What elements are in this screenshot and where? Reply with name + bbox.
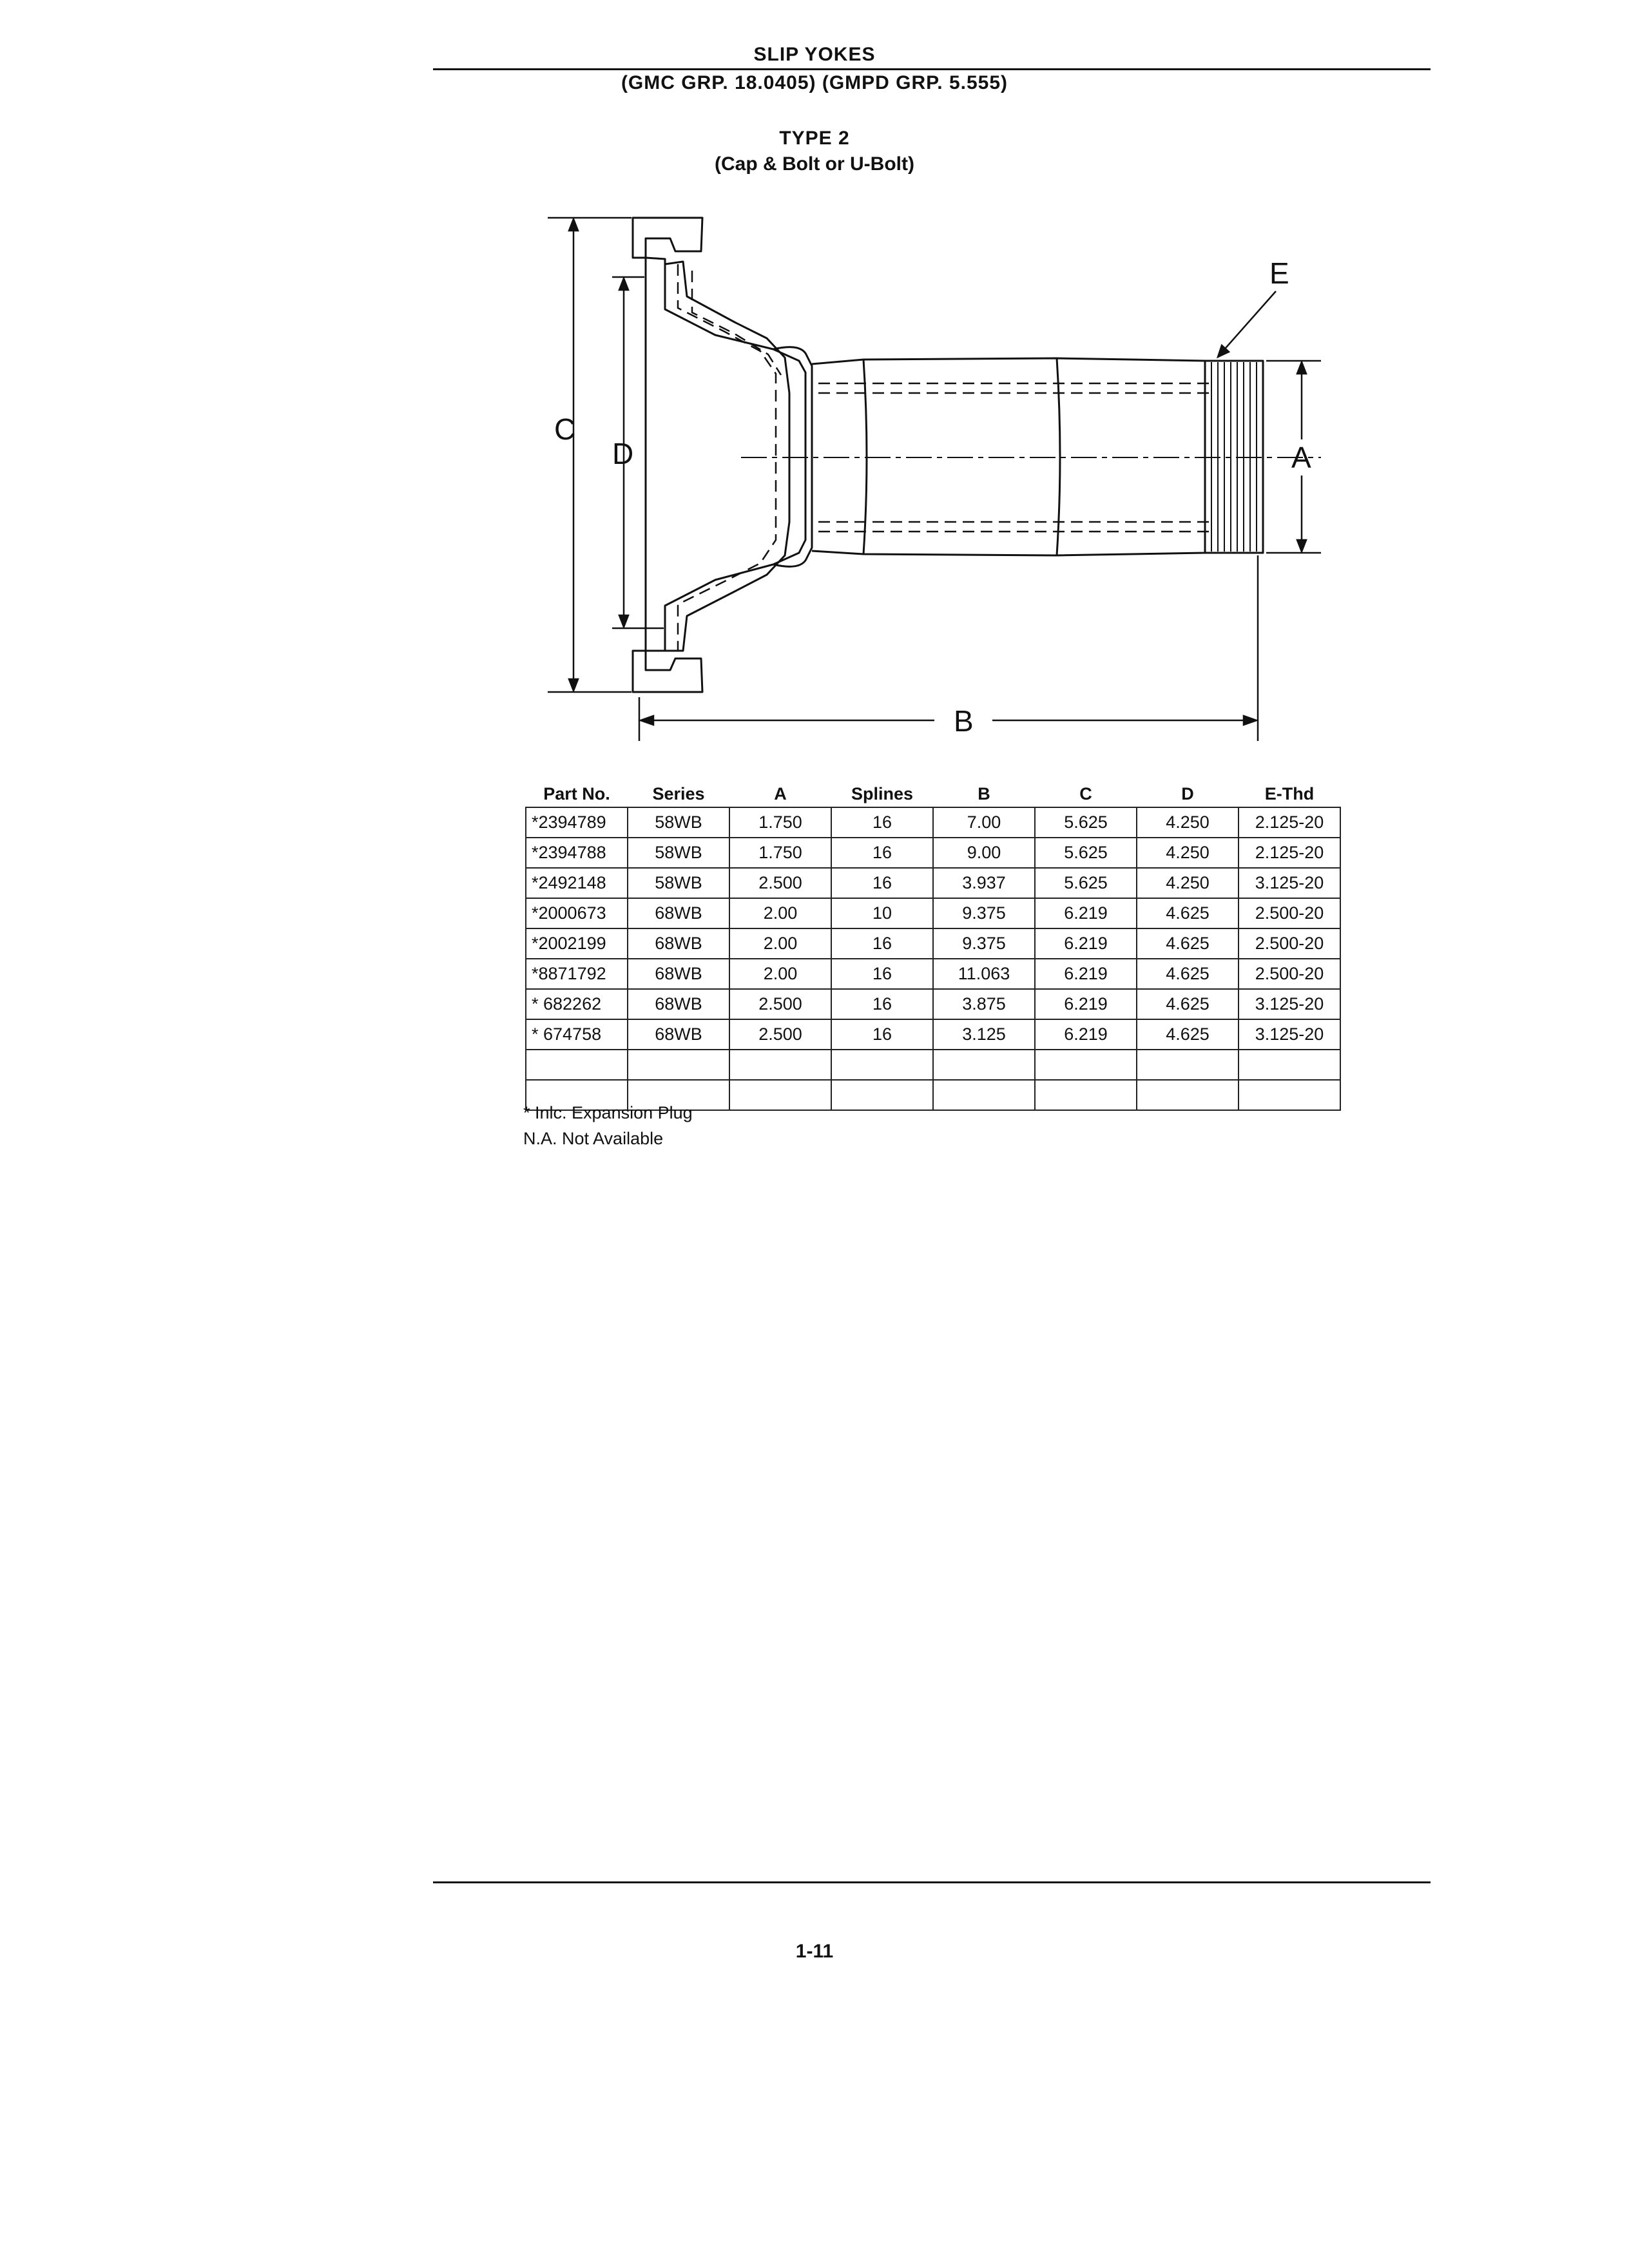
cell-e-thd: 2.125-20 [1239,807,1340,838]
dimension-label-b: B [954,704,974,738]
cell-empty [1137,1080,1239,1110]
cell-part-no: *2394788 [526,838,628,868]
cell-series: 68WB [628,928,729,959]
yoke-upper-ear [633,218,702,258]
cell-part-no: *2492148 [526,868,628,898]
figure-type-subtitle: (Cap & Bolt or U-Bolt) [715,153,914,175]
cell-splines: 16 [831,959,933,989]
footer-rule [433,1881,1431,1883]
dimension-label-c: C [554,412,576,446]
cell-splines: 16 [831,838,933,868]
cell-e-thd: 3.125-20 [1239,868,1340,898]
cell-a: 2.500 [729,989,831,1019]
page-title: SLIP YOKES [753,44,876,65]
cell-series: 68WB [628,1019,729,1050]
cell-c: 5.625 [1035,868,1137,898]
cell-b: 3.125 [933,1019,1035,1050]
cell-series: 58WB [628,807,729,838]
table-header-row [526,781,1340,807]
cell-d: 4.625 [1137,989,1239,1019]
cell-e-thd: 2.500-20 [1239,928,1340,959]
col-header-series: Series [652,783,705,803]
cell-d: 4.625 [1137,1019,1239,1050]
yoke-inner-contour [665,262,789,651]
cell-a: 2.00 [729,928,831,959]
cell-splines: 16 [831,928,933,959]
cell-splines: 16 [831,807,933,838]
cell-c: 6.219 [1035,928,1137,959]
cell-part-no: * 674758 [526,1019,628,1050]
cell-empty [526,1050,628,1080]
cell-splines: 16 [831,868,933,898]
col-header-c: C [1079,783,1092,803]
cell-series: 68WB [628,959,729,989]
cell-d: 4.250 [1137,807,1239,838]
cell-e-thd: 2.500-20 [1239,898,1340,928]
cell-c: 5.625 [1035,807,1137,838]
col-header-b: B [978,783,990,803]
cell-empty [729,1080,831,1110]
cell-a: 2.500 [729,1019,831,1050]
table-row-empty [526,1050,1340,1080]
yoke-lower-ear [633,651,702,692]
cell-c: 6.219 [1035,989,1137,1019]
shaft-step-right [1057,358,1060,555]
cell-empty [831,1050,933,1080]
col-header-e-thd: E-Thd [1264,783,1315,803]
slip-yoke-drawing [528,200,1366,754]
cell-e-thd: 3.125-20 [1239,989,1340,1019]
cell-d: 4.250 [1137,868,1239,898]
cell-c: 6.219 [1035,1019,1137,1050]
cell-empty [933,1050,1035,1080]
col-header-part-no: Part No. [543,783,610,803]
slip-yoke-spec-table [525,781,1341,1111]
cell-empty [1239,1080,1340,1110]
cell-series: 58WB [628,868,729,898]
cell-a: 1.750 [729,838,831,868]
table-row [526,868,1340,898]
cell-b: 9.375 [933,898,1035,928]
cell-part-no: *2394789 [526,807,628,838]
cell-empty [1035,1050,1137,1080]
cell-b: 3.875 [933,989,1035,1019]
cell-splines: 10 [831,898,933,928]
footnote-expansion-plug: * Inlc. Expansion Plug [523,1103,693,1122]
table-row [526,898,1340,928]
table-row [526,838,1340,868]
table-row [526,989,1340,1019]
dimension-label-d: D [612,437,634,470]
cell-d: 4.625 [1137,898,1239,928]
cell-e-thd: 3.125-20 [1239,1019,1340,1050]
footnote-not-available: N.A. Not Available [523,1129,664,1148]
cell-empty [628,1050,729,1080]
page-number: 1-11 [795,1941,834,1962]
figure-type-title: TYPE 2 [779,128,850,149]
header-rule [433,68,1431,70]
cell-splines: 16 [831,1019,933,1050]
cell-part-no: * 682262 [526,989,628,1019]
table-row [526,807,1340,838]
col-header-a: A [774,783,787,803]
cell-part-no: *2000673 [526,898,628,928]
col-header-splines: Splines [851,783,914,803]
cell-empty [1239,1050,1340,1080]
table-row [526,928,1340,959]
cell-series: 58WB [628,838,729,868]
col-header-d: D [1181,783,1194,803]
cell-c: 6.219 [1035,898,1137,928]
table-row [526,959,1340,989]
cell-a: 2.500 [729,868,831,898]
group-reference: (GMC GRP. 18.0405) (GMPD GRP. 5.555) [621,72,1008,93]
cell-d: 4.625 [1137,928,1239,959]
table-row [526,1019,1340,1050]
cell-c: 6.219 [1035,959,1137,989]
cell-a: 2.00 [729,959,831,989]
cell-empty [1137,1050,1239,1080]
cell-empty [933,1080,1035,1110]
cell-e-thd: 2.125-20 [1239,838,1340,868]
cell-series: 68WB [628,989,729,1019]
cell-empty [729,1050,831,1080]
cell-e-thd: 2.500-20 [1239,959,1340,989]
cell-b: 7.00 [933,807,1035,838]
cell-b: 9.375 [933,928,1035,959]
cell-d: 4.250 [1137,838,1239,868]
dimension-label-a: A [1291,441,1311,474]
cell-part-no: *2002199 [526,928,628,959]
cell-splines: 16 [831,989,933,1019]
cell-series: 68WB [628,898,729,928]
cell-empty [831,1080,933,1110]
cell-d: 4.625 [1137,959,1239,989]
cell-a: 1.750 [729,807,831,838]
cell-c: 5.625 [1035,838,1137,868]
cell-empty [1035,1080,1137,1110]
cell-b: 3.937 [933,868,1035,898]
dimension-label-e: E [1269,256,1289,290]
cell-part-no: *8871792 [526,959,628,989]
cell-b: 9.00 [933,838,1035,868]
cell-a: 2.00 [729,898,831,928]
cell-b: 11.063 [933,959,1035,989]
